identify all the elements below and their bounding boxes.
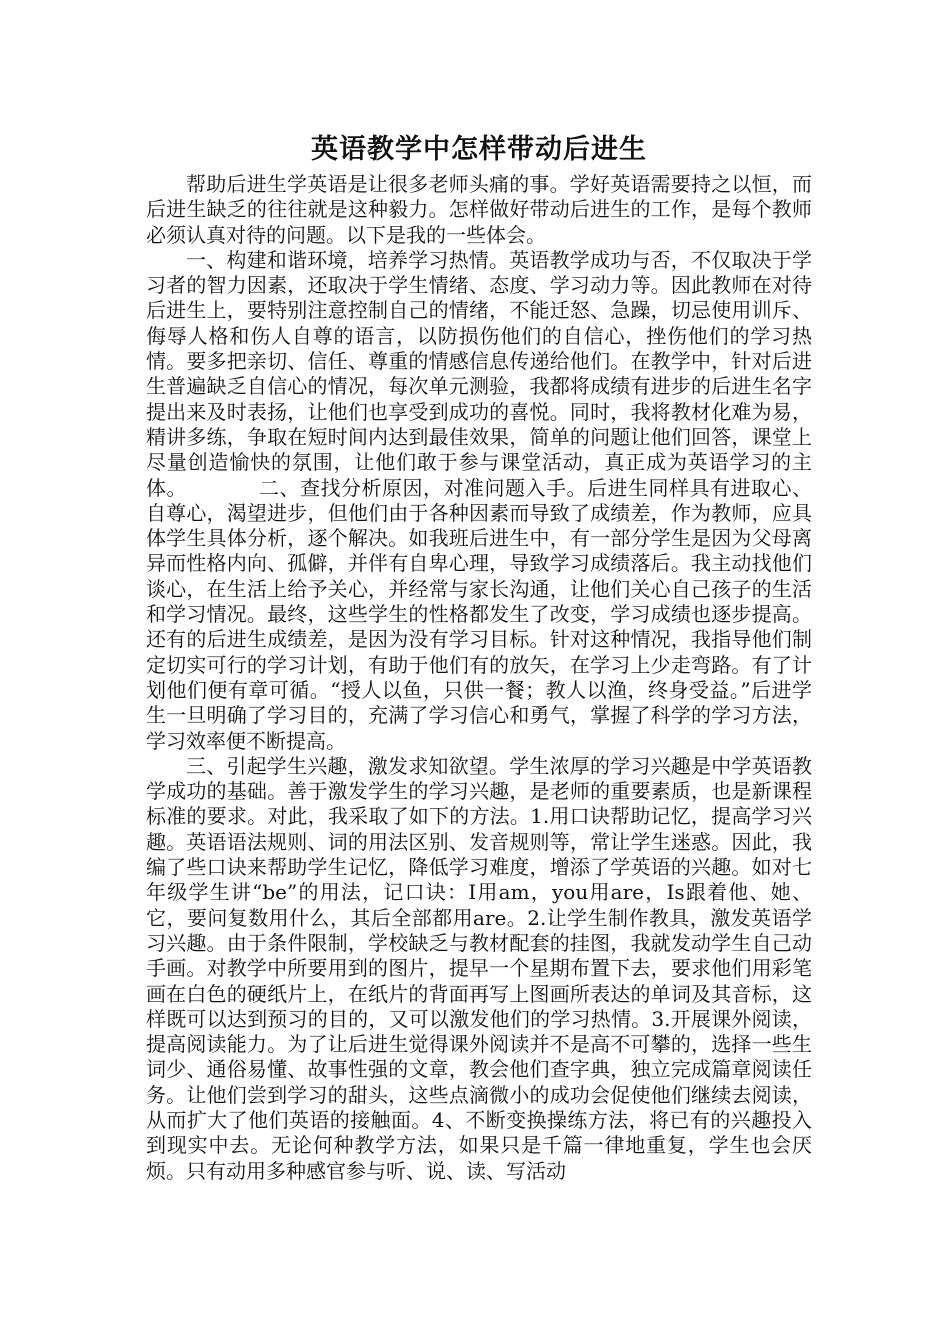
document-title: 英语教学中怎样带动后进生 — [311, 134, 647, 165]
document-page — [146, 130, 812, 1184]
paragraph-intro: 帮助后进生学英语是让很多老师头痛的事。学好英语需要持之以恒，而后进生缺乏的往往就是这种毅力。怎样做好带动后进生的工作，是每个教师必须认真对待的问题。以下是我的一些体会。 — [146, 172, 812, 247]
paragraph-section-three: 三、引起学生兴趣，激发求知欲望。学生浓厚的学习兴趣是中学英语教学成功的基础。善于激发学生的学习兴趣，是老师的重要素质，也是新课程标准的要求。对此，我采取了如下的方法。1.用口诀帮助记忆，提高学习兴趣。英语语法规则、词的用法区别、发音规则等，常让学生迷惑。因此，我编了些口诀来帮助学生记忆，降低学习难度，增添了学英语的兴趣。如对七年级学生讲“be”的用法，记口诀：I用am，you用are，Is跟着他、她、它，要问复数用什么，其后全部都用are。2.让学生制作教具，激发英语学习兴趣。由于条件限制，学校缺乏与教材配套的挂图，我就发动学生自己动手画。对教学中所要用到的图片，提早一个星期布置下去，要求他们用彩笔画在白色的硬纸片上，在纸片的背面再写上图画所表达的单词及其音标，这样既可以达到预习的目的，又可以激发他们的学习热情。3.开展课外阅读，提高阅读能力。为了让后进生觉得课外阅读并不是高不可攀的，选择一些生词少、通俗易懂、故事性强的文章，教会他们查字典，独立完成篇章阅读任务。让他们尝到学习的甜头，这些点滴微小的成功会促使他们继续去阅读，从而扩大了他们英语的接触面。4、不断变换操练方法，将已有的兴趣投入到现实中去。无论何种教学方法，如果只是千篇一律地重复，学生也会厌烦。只有动用多种感官参与听、说、读、写活动 — [146, 753, 812, 1183]
paragraph-sections-one-two: 一、构建和谐环境，培养学习热情。英语教学成功与否，不仅取决于学习者的智力因素，还取决于学生情绪、态度、学习动力等。因此教师在对待后进生上，要特别注意控制自己的情绪，不能迁怒、急躁，切忌使用训斥、侮辱人格和伤人自尊的语言，以防损伤他们的自信心，挫伤他们的学习热情。要多把亲切、信任、尊重的情感信息传递给他们。在教学中，针对后进生普遍缺乏自信心的情况，每次单元测验，我都将成绩有进步的后进生名字提出来及时表扬，让他们也享受到成功的喜悦。同时，我将教材化难为易，精讲多练，争取在短时间内达到最佳效果，简单的问题让他们回答，课堂上尽量创造愉快的氛围，让他们敢于参与课堂活动，真正成为英语学习的主体。 二、查找分析原因，对准问题入手。后进生同样具有进取心、自尊心，渴望进步，但他们由于各种因素而导致了成绩差，作为教师，应具体学生具体分析，逐个解决。如我班后进生中，有一部分学生是因为父母离异而性格内向、孤僻，并伴有自卑心理，导致学习成绩落后。我主动找他们谈心，在生活上给予关心，并经常与家长沟通，让他们关心自己孩子的生活和学习情况。最终，这些学生的性格都发生了改变，学习成绩也逐步提高。还有的后进生成绩差，是因为没有学习目标。针对这种情况，我指导他们制定切实可行的学习计划，有助于他们有的放矢，在学习上少走弯路。有了计划他们便有章可循。“授人以鱼，只供一餐；教人以渔，终身受益。”后进学生一旦明确了学习目的，充满了学习信心和勇气，掌握了科学的学习方法，学习效率便不断提高。 — [146, 247, 812, 753]
